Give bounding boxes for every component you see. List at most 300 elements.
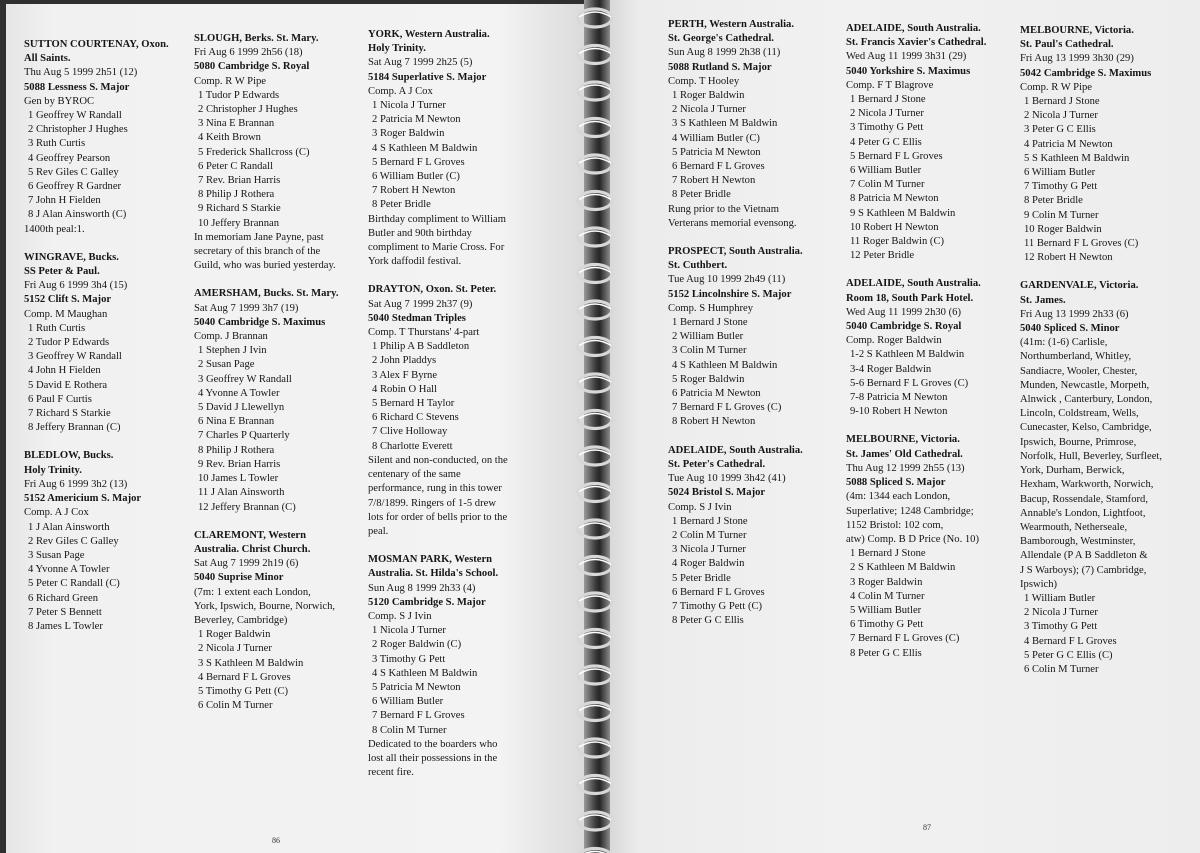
peal-note: Comp. A J Cox xyxy=(24,507,89,519)
ringer-line: 9 Rev. Brian Harris xyxy=(198,458,281,470)
peal-footnote: York daffodil festival. xyxy=(368,256,462,268)
ringer-line: 6 William Butler xyxy=(372,696,444,708)
peal-entry xyxy=(368,553,508,780)
ringer-line: 1 Bernard J Stone xyxy=(850,94,926,106)
peal-date: Fri Aug 6 1999 3h4 (15) xyxy=(24,280,128,292)
ringer-line: 3 Timothy G Pett xyxy=(372,653,446,665)
peal-footnote: Dedicated to the boarders who xyxy=(368,738,498,750)
ringer-line: 6 Geoffrey R Gardner xyxy=(28,181,122,193)
ringer-line: 8 Philip J Rothera xyxy=(198,444,275,456)
ringer-line: 5 David E Rothera xyxy=(28,379,108,391)
binding-ring xyxy=(578,849,612,853)
entry-spacer xyxy=(368,539,508,553)
ringer-line: 3 Timothy G Pett xyxy=(850,122,924,134)
peal-heading: DRAYTON, Oxon. St. Peter. xyxy=(368,284,497,296)
ringer-line: 1 Ruth Curtis xyxy=(28,322,86,334)
ringer-line: 11 Bernard F L Groves (C) xyxy=(1024,238,1139,250)
peal-method: 5042 Cambridge S. Maximus xyxy=(1020,67,1152,79)
ringer-line: 4 Colin M Turner xyxy=(850,590,925,602)
ringer-line: 6 William Butler (C) xyxy=(372,171,460,183)
ringer-line: 2 Roger Baldwin (C) xyxy=(372,639,462,651)
peal-entry xyxy=(24,251,169,436)
peal-entry xyxy=(846,277,986,419)
peal-method: 5152 Americium S. Major xyxy=(24,493,142,505)
ringer-line: 7 Robert H Newton xyxy=(672,175,756,187)
entry-spacer xyxy=(24,237,169,251)
ringer-line: 3 Peter G C Ellis xyxy=(1024,124,1096,136)
ringer-line: 6 William Butler xyxy=(850,165,922,177)
ringer-line: 1 Geoffrey W Randall xyxy=(28,110,122,122)
peal-footnote: compliment to Marie Cross. For xyxy=(368,242,505,254)
peal-note: Comp. M Maughan xyxy=(24,308,108,320)
peal-note: (41m: (1-6) Carlisle, xyxy=(1020,337,1108,349)
ringer-line: 8 Peter Bridle xyxy=(672,189,731,201)
ringer-line: 8 J Alan Ainsworth (C) xyxy=(28,209,127,221)
peal-note: Comp. J Brannan xyxy=(194,331,268,343)
ringer-line: 2 Christopher J Hughes xyxy=(28,124,128,136)
peal-note: Ipswich) xyxy=(1020,578,1058,590)
peal-date: Fri Aug 6 1999 3h2 (13) xyxy=(24,478,128,490)
ringer-line: 2 Tudor P Edwards xyxy=(28,337,110,349)
peal-date: Sat Aug 7 1999 2h37 (9) xyxy=(368,298,473,310)
ringer-line: 5 S Kathleen M Baldwin xyxy=(1024,152,1130,164)
ringer-line: 4 Yvonne A Towler xyxy=(198,387,280,399)
ringer-line: 7-8 Patricia M Newton xyxy=(850,392,948,404)
peal-note: Bamborough, Westminster, xyxy=(1020,536,1136,548)
ringer-line: 10 Roger Baldwin xyxy=(1024,223,1102,235)
peal-date: Tue Aug 10 1999 2h49 (11) xyxy=(668,274,786,286)
ringer-line: 8 James L Towler xyxy=(28,620,103,632)
peal-note: Comp. T Thurstans' 4-part xyxy=(368,327,480,339)
ringer-line: 5 Timothy G Pett (C) xyxy=(198,685,289,697)
ringer-line: 4 Bernard F L Groves xyxy=(1024,635,1117,647)
peal-date: Fri Aug 13 1999 2h33 (6) xyxy=(1020,308,1129,320)
peal-entry xyxy=(194,529,339,714)
left-page-column-3 xyxy=(368,28,508,780)
ringer-line: 1 J Alan Ainsworth xyxy=(28,521,110,533)
ringer-line: 1 Tudor P Edwards xyxy=(198,89,280,101)
ringer-line: 1 Nicola J Turner xyxy=(372,625,446,637)
ringer-line: 6 Richard C Stevens xyxy=(372,412,459,424)
ringer-line: 3 Geoffrey W Randall xyxy=(198,373,292,385)
peal-note: Munden, Newcastle, Morpeth, xyxy=(1020,379,1150,391)
peal-footnote: Butler and 90th birthday xyxy=(368,227,472,239)
right-page-column-2 xyxy=(846,22,986,661)
ringer-line: 12 Robert H Newton xyxy=(1024,252,1113,264)
ringer-line: 10 Jeffery Brannan xyxy=(198,217,279,229)
ringer-line: 6 William Butler xyxy=(1024,167,1096,179)
peal-note: Bacup, Rossendale, Stamford, xyxy=(1020,493,1148,505)
peal-footnote: centenary of the same xyxy=(368,469,461,481)
ringer-line: 4 John H Fielden xyxy=(28,365,101,377)
ringer-line: 2 S Kathleen M Baldwin xyxy=(850,562,956,574)
peal-note: Ipswich, Bourne, Primrose, xyxy=(1020,436,1137,448)
peal-entry xyxy=(1020,279,1162,677)
peal-note: (7m: 1 extent each London, xyxy=(194,586,311,598)
peal-note: Sandiacre, Wooler, Chester, xyxy=(1020,365,1138,377)
peal-note: (4m: 1344 each London, xyxy=(846,491,951,503)
ringer-line: 8 Colin M Turner xyxy=(372,724,447,736)
peal-method: 5152 Lincolnshire S. Major xyxy=(668,288,792,300)
peal-note: York, Ipswich, Bourne, Norwich, xyxy=(194,600,336,612)
peal-footnote: lots for order of bells prior to the xyxy=(368,511,508,523)
ringer-line: 7 Bernard F L Groves (C) xyxy=(850,633,960,645)
ringer-line: 7 Bernard F L Groves (C) xyxy=(672,402,782,414)
peal-heading: MELBOURNE, Victoria. xyxy=(846,434,960,446)
ringer-line: 10 James L Towler xyxy=(198,473,279,485)
peal-method: 5040 Spliced S. Minor xyxy=(1020,323,1120,335)
ringer-line: 6 Nina E Brannan xyxy=(198,416,275,428)
entry-spacer xyxy=(368,269,508,283)
right-page-column-3 xyxy=(1020,24,1162,677)
page-number-right: 87 xyxy=(923,823,931,832)
peal-footnote: 1400th peal:1. xyxy=(24,223,85,235)
right-page xyxy=(603,0,1200,853)
ringer-line: 4 S Kathleen M Baldwin xyxy=(372,667,478,679)
peal-footnote: Guild, who was buried yesterday. xyxy=(194,260,336,272)
peal-entry xyxy=(668,444,803,629)
peal-heading: BLEDLOW, Bucks. xyxy=(24,450,114,462)
ringer-line: 4 Bernard F L Groves xyxy=(198,671,291,683)
ringer-line: 1-2 S Kathleen M Baldwin xyxy=(850,349,965,361)
ringer-line: 5 Bernard F L Groves xyxy=(850,150,943,162)
peal-method: 5120 Cambridge S. Major xyxy=(368,596,486,608)
peal-heading: AMERSHAM, Bucks. St. Mary. xyxy=(194,288,339,300)
ringer-line: 3 S Kathleen M Baldwin xyxy=(198,657,304,669)
peal-date: Fri Aug 6 1999 2h56 (18) xyxy=(194,47,303,59)
ringer-line: 7 Clive Holloway xyxy=(372,426,448,438)
peal-entry xyxy=(668,18,803,231)
ringer-line: 3-4 Roger Baldwin xyxy=(850,363,932,375)
peal-entry xyxy=(668,245,803,430)
ringer-line: 7 Richard S Starkie xyxy=(28,408,111,420)
peal-entry xyxy=(846,22,986,263)
ringer-line: 4 William Butler (C) xyxy=(672,132,760,144)
ringer-line: 1 Bernard J Stone xyxy=(672,515,748,527)
peal-method: 5024 Bristol S. Major xyxy=(668,487,766,499)
peal-footnote: secretary of this branch of the xyxy=(194,246,321,258)
peal-heading: Holy Trinity. xyxy=(368,43,426,55)
peal-method: 5088 Spliced S. Major xyxy=(846,477,946,489)
peal-heading: Australia. Christ Church. xyxy=(194,543,311,555)
peal-note: 1152 Bristol: 102 com, xyxy=(846,519,944,531)
peal-footnote: Rung prior to the Vietnam xyxy=(668,203,779,215)
entry-spacer xyxy=(24,435,169,449)
ringer-line: 11 Roger Baldwin (C) xyxy=(850,236,945,248)
ringer-line: 2 Christopher J Hughes xyxy=(198,104,298,116)
peal-heading: St. James' Old Cathedral. xyxy=(846,448,963,460)
peal-date: Wed Aug 11 1999 2h30 (6) xyxy=(846,306,961,318)
peal-heading: St. Peter's Cathedral. xyxy=(668,458,766,470)
ringer-line: 1 Bernard J Stone xyxy=(672,317,748,329)
peal-method: 5040 Cambridge S. Maximus xyxy=(194,316,326,328)
peal-date: Sat Aug 7 1999 3h7 (19) xyxy=(194,302,299,314)
ringer-line: 6 Bernard F L Groves xyxy=(672,586,765,598)
peal-footnote: Silent and non-conducted, on the xyxy=(368,454,508,466)
entry-spacer xyxy=(846,419,986,433)
ringer-line: 7 Colin M Turner xyxy=(850,179,925,191)
peal-note: Beverley, Cambridge) xyxy=(194,614,288,626)
ringer-line: 5 Bernard H Taylor xyxy=(372,398,455,410)
ringer-line: 3 S Kathleen M Baldwin xyxy=(672,118,778,130)
entry-spacer xyxy=(1020,265,1162,279)
peal-footnote: Birthday compliment to William xyxy=(368,213,506,225)
peal-heading: CLAREMONT, Western xyxy=(194,529,307,541)
peal-heading: PROSPECT, South Australia. xyxy=(668,246,803,258)
ringer-line: 3 Colin M Turner xyxy=(672,345,747,357)
ringer-line: 6 Peter C Randall xyxy=(198,160,274,172)
peal-heading: YORK, Western Australia. xyxy=(368,29,490,40)
ringer-line: 6 Paul F Curtis xyxy=(28,393,92,405)
ringer-line: 2 Nicola J Turner xyxy=(1024,110,1098,122)
peal-entry xyxy=(368,28,508,269)
peal-footnote: In memoriam Jane Payne, past xyxy=(194,231,324,243)
entry-spacer xyxy=(668,430,803,444)
ringer-line: 7 Charles P Quarterly xyxy=(198,430,290,442)
peal-note: Norfolk, Hull, Beverley, Surfleet, xyxy=(1020,450,1162,462)
peal-method: 5088 Lessness S. Major xyxy=(24,81,130,93)
ringer-line: 9-10 Robert H Newton xyxy=(850,406,948,418)
peal-heading: St. Cuthbert. xyxy=(668,260,728,272)
peal-footnote: 7/8/1899. Ringers of 1-5 drew xyxy=(368,497,496,509)
peal-note: Comp. Roger Baldwin xyxy=(846,335,942,347)
ringer-line: 6 Timothy G Pett xyxy=(850,619,924,631)
ringer-line: 3 Geoffrey W Randall xyxy=(28,351,122,363)
ringer-line: 5 Peter G C Ellis (C) xyxy=(1024,649,1113,661)
ringer-line: 1 Philip A B Saddleton xyxy=(372,341,470,353)
peal-date: Wed Aug 11 1999 3h31 (29) xyxy=(846,51,967,63)
peal-heading: PERTH, Western Australia. xyxy=(668,19,794,30)
ringer-line: 6 Patricia M Newton xyxy=(672,388,761,400)
ringer-line: 12 Peter Bridle xyxy=(850,250,915,262)
ringer-line: 4 S Kathleen M Baldwin xyxy=(672,359,778,371)
ringer-line: 7 Peter S Bennett xyxy=(28,606,102,618)
ringer-line: 8 Charlotte Everett xyxy=(372,440,453,452)
ringer-line: 8 Peter Bridle xyxy=(372,199,431,211)
peal-heading: SUTTON COURTENAY, Oxon. xyxy=(24,39,169,50)
peal-heading: Holy Trinity. xyxy=(24,464,82,476)
ringer-line: 3 Alex F Byrne xyxy=(372,369,438,381)
ringer-line: 4 Yvonne A Towler xyxy=(28,564,110,576)
ringer-line: 5 David J Llewellyn xyxy=(198,402,285,414)
ringer-line: 2 William Butler xyxy=(672,331,744,343)
ringer-line: 2 Patricia M Newton xyxy=(372,114,461,126)
peal-note: Comp. S Humphrey xyxy=(668,302,754,314)
ringer-line: 4 Roger Baldwin xyxy=(672,558,745,570)
peal-date: Sun Aug 8 1999 2h38 (11) xyxy=(668,47,781,59)
ringer-line: 3 Roger Baldwin xyxy=(850,576,923,588)
ringer-line: 7 Bernard F L Groves xyxy=(372,710,465,722)
ringer-line: 1 Roger Baldwin xyxy=(672,90,745,102)
peal-method: 5040 Yorkshire S. Maximus xyxy=(846,65,971,77)
ringer-line: 5 Patricia M Newton xyxy=(372,681,461,693)
peal-method: 5040 Suprise Minor xyxy=(194,572,284,584)
peal-heading: All Saints. xyxy=(24,53,71,65)
peal-note: Alnwick , Canterbury, London, xyxy=(1020,394,1153,406)
peal-heading: MOSMAN PARK, Western xyxy=(368,554,493,566)
ringer-line: 10 Robert H Newton xyxy=(850,221,939,233)
peal-heading: ADELAIDE, South Australia. xyxy=(846,23,981,34)
ringer-line: 4 Geoffrey Pearson xyxy=(28,152,111,164)
peal-note: Comp. R W Pipe xyxy=(1020,81,1093,93)
ringer-line: 3 Nina E Brannan xyxy=(198,118,275,130)
ringer-line: 7 John H Fielden xyxy=(28,195,101,207)
ringer-line: 11 J Alan Ainsworth xyxy=(198,487,285,499)
ringer-line: 5 Frederick Shallcross (C) xyxy=(198,146,310,158)
ringer-line: 8 Peter Bridle xyxy=(1024,195,1083,207)
ringer-line: 7 Timothy G Pett xyxy=(1024,181,1098,193)
entry-spacer xyxy=(194,273,339,287)
peal-note: atw) Comp. B D Price (No. 10) xyxy=(846,533,979,545)
peal-heading: WINGRAVE, Bucks. xyxy=(24,251,119,263)
peal-entry xyxy=(24,38,169,237)
ringer-line: 8 Robert H Newton xyxy=(672,416,756,428)
ringer-line: 5 Roger Baldwin xyxy=(672,373,745,385)
ringer-line: 1 Bernard J Stone xyxy=(850,548,926,560)
entry-spacer xyxy=(846,263,986,277)
peal-date: Sat Aug 7 1999 2h19 (6) xyxy=(194,558,299,570)
peal-heading: Room 18, South Park Hotel. xyxy=(846,292,974,304)
peal-entry xyxy=(194,287,339,514)
ringer-line: 2 John Pladdys xyxy=(372,355,437,367)
peal-method: 5080 Cambridge S. Royal xyxy=(194,61,310,73)
peal-note: J S Warboys); (7) Cambridge, xyxy=(1020,564,1147,576)
peal-note: Northumberland, Whitley, xyxy=(1020,351,1132,363)
peal-entry xyxy=(24,449,169,634)
ringer-line: 9 Colin M Turner xyxy=(1024,209,1099,221)
peal-note: Allendale (P A B Saddleton & xyxy=(1020,550,1148,562)
peal-date: Thu Aug 12 1999 2h55 (13) xyxy=(846,462,965,474)
peal-date: Fri Aug 13 1999 3h30 (29) xyxy=(1020,53,1134,65)
peal-note: Comp. S J Ivin xyxy=(368,610,432,622)
peal-date: Thu Aug 5 1999 2h51 (12) xyxy=(24,67,138,79)
peal-heading: MELBOURNE, Victoria. xyxy=(1020,25,1134,36)
ringer-line: 4 Robin O Hall xyxy=(372,383,438,395)
ringer-line: 1 Roger Baldwin xyxy=(198,629,271,641)
peal-note: Comp. T Hooley xyxy=(668,75,740,87)
peal-footnote: performance, rung in this tower xyxy=(368,483,502,495)
peal-footnote: peal. xyxy=(368,525,389,537)
peal-heading: St. George's Cathedral. xyxy=(668,33,774,45)
ringer-line: 9 S Kathleen M Baldwin xyxy=(850,207,956,219)
ringer-line: 8 Peter G C Ellis xyxy=(850,647,922,659)
peal-heading: GARDENVALE, Victoria. xyxy=(1020,280,1139,292)
ringer-line: 2 Nicola J Turner xyxy=(850,108,924,120)
peal-footnote: Verterans memorial evensong. xyxy=(668,217,797,229)
peal-heading: Australia. St. Hilda's School. xyxy=(368,568,499,580)
peal-heading: ADELAIDE, South Australia. xyxy=(668,444,803,456)
peal-note: Comp. A J Cox xyxy=(368,85,433,97)
ringer-line: 12 Jeffery Brannan (C) xyxy=(198,501,296,513)
ringer-line: 8 Peter G C Ellis xyxy=(672,615,744,627)
ringer-line: 9 Richard S Starkie xyxy=(198,203,281,215)
ringer-line: 2 Nicola J Turner xyxy=(672,104,746,116)
peal-method: 5040 Stedman Triples xyxy=(368,312,466,324)
peal-note: Annable's London, Lightfoot, xyxy=(1020,507,1146,519)
peal-heading: St. Francis Xavier's Cathedral. xyxy=(846,37,987,49)
ringer-line: 1 Nicola J Turner xyxy=(372,100,446,112)
ringer-line: 6 Richard Green xyxy=(28,592,99,604)
ringer-line: 3 Ruth Curtis xyxy=(28,138,86,150)
peal-entry xyxy=(846,433,986,660)
peal-heading: SS Peter & Paul. xyxy=(24,266,100,278)
ringer-line: 2 Susan Page xyxy=(198,359,255,371)
peal-note: York, Durham, Berwick, xyxy=(1020,465,1125,477)
ringer-line: 5 Peter C Randall (C) xyxy=(28,578,120,590)
left-page-column-1 xyxy=(24,38,169,634)
peal-date: Tue Aug 10 1999 3h42 (41) xyxy=(668,473,786,485)
ringer-line: 8 Jeffery Brannan (C) xyxy=(28,422,121,434)
left-page xyxy=(6,4,588,853)
peal-note: Superlative; 1248 Cambridge; xyxy=(846,505,974,517)
peal-method: 5088 Rutland S. Major xyxy=(668,61,772,73)
spiral-binding xyxy=(570,0,620,853)
ringer-line: 7 Rev. Brian Harris xyxy=(198,175,281,187)
ringer-line: 5 Bernard F L Groves xyxy=(372,156,465,168)
ringer-line: 1 Stephen J Ivin xyxy=(198,345,267,357)
ringer-line: 5 Rev Giles C Galley xyxy=(28,166,119,178)
ringer-line: 6 Colin M Turner xyxy=(1024,663,1099,675)
right-page-column-1 xyxy=(668,18,803,628)
peal-footnote: lost all their possessions in the xyxy=(368,752,498,764)
entry-spacer xyxy=(194,515,339,529)
ringer-line: 3 Roger Baldwin xyxy=(372,128,445,140)
left-page-column-2 xyxy=(194,32,339,713)
peal-note: Hexham, Warkworth, Norwich, xyxy=(1020,479,1154,491)
page-number-left: 86 xyxy=(272,836,280,845)
peal-note: Comp. S J Ivin xyxy=(668,501,732,513)
peal-note: Wearmouth, Netherseale, xyxy=(1020,521,1128,533)
peal-entry xyxy=(194,32,339,273)
peal-footnote: recent fire. xyxy=(368,767,414,779)
peal-note: Comp. R W Pipe xyxy=(194,75,267,87)
peal-heading: St. James. xyxy=(1020,294,1066,306)
ringer-line: 4 Peter G C Ellis xyxy=(850,136,922,148)
ringer-line: 1 Bernard J Stone xyxy=(1024,96,1100,108)
entry-spacer xyxy=(668,231,803,245)
peal-method: 5184 Superlative S. Major xyxy=(368,71,487,83)
peal-method: 5040 Cambridge S. Royal xyxy=(846,321,962,333)
ringer-line: 5 William Butler xyxy=(850,604,922,616)
ringer-line: 2 Nicola J Turner xyxy=(1024,607,1098,619)
peal-note: Lincoln, Coldstream, Wells, xyxy=(1020,408,1139,420)
ringer-line: 1 William Butler xyxy=(1024,592,1096,604)
peal-date: Sat Aug 7 1999 2h25 (5) xyxy=(368,57,473,69)
peal-entry xyxy=(1020,24,1162,265)
ringer-line: 3 Susan Page xyxy=(28,549,85,561)
peal-entry xyxy=(368,283,508,539)
peal-date: Sun Aug 8 1999 2h33 (4) xyxy=(368,582,476,594)
ringer-line: 2 Rev Giles C Galley xyxy=(28,535,119,547)
ringer-line: 7 Robert H Newton xyxy=(372,185,456,197)
ringer-line: 4 S Kathleen M Baldwin xyxy=(372,142,478,154)
ringer-line: 8 Patricia M Newton xyxy=(850,193,939,205)
ringer-line: 6 Bernard F L Groves xyxy=(672,161,765,173)
ringer-line: 5 Patricia M Newton xyxy=(672,146,761,158)
ringer-line: 6 Colin M Turner xyxy=(198,700,273,712)
ringer-line: 8 Philip J Rothera xyxy=(198,189,275,201)
ringer-line: 3 Nicola J Turner xyxy=(672,544,746,556)
peal-note: Cunecaster, Kelso, Cambridge, xyxy=(1020,422,1152,434)
peal-heading: St. Paul's Cathedral. xyxy=(1020,39,1114,51)
ringer-line: 2 Colin M Turner xyxy=(672,529,747,541)
peal-note: Gen by BYROC xyxy=(24,95,95,107)
peal-heading: ADELAIDE, South Australia. xyxy=(846,278,981,290)
ringer-line: 4 Patricia M Newton xyxy=(1024,138,1113,150)
ringer-line: 4 Keith Brown xyxy=(198,132,261,144)
ringer-line: 7 Timothy G Pett (C) xyxy=(672,600,763,612)
ringer-line: 2 Nicola J Turner xyxy=(198,643,272,655)
